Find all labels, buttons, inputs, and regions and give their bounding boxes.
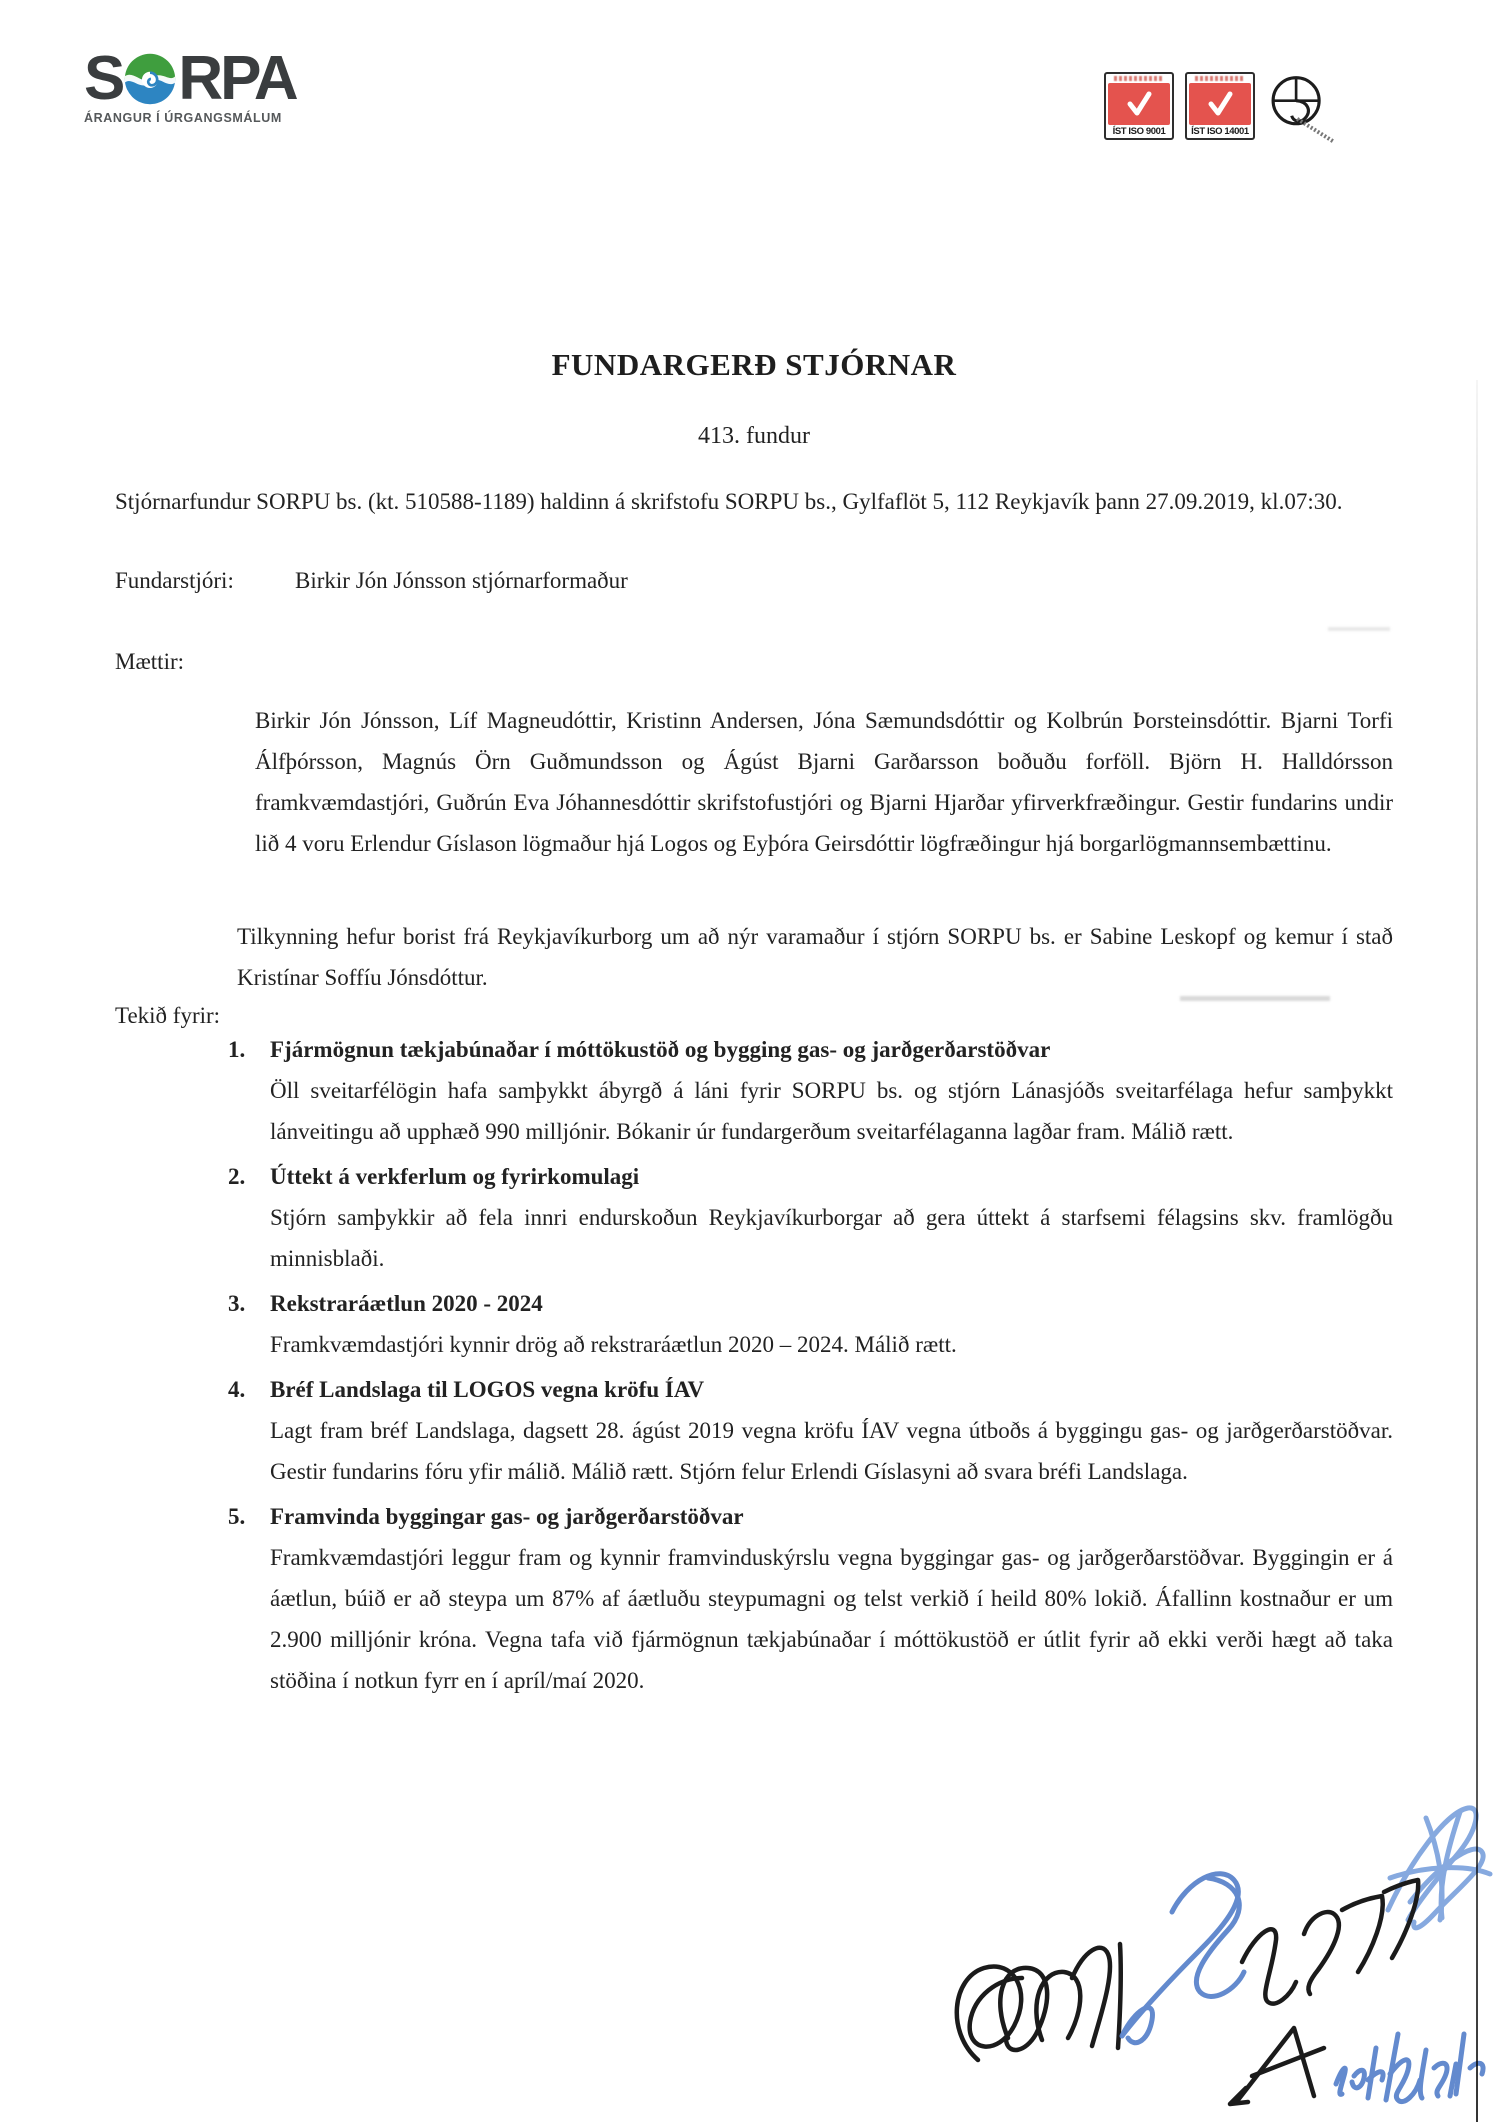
sorpa-wordmark-s: S [84, 44, 123, 113]
agenda-item-number: 2. [228, 1164, 246, 1189]
agenda-item-title: Framvinda byggingar gas- og jarðgerðarstöðvar [270, 1504, 744, 1529]
agenda-item [228, 1369, 1393, 1492]
agenda-item-title: Rekstraráætlun 2020 - 2024 [270, 1291, 543, 1316]
scan-smudge [1328, 627, 1390, 631]
agenda-item-content [270, 1283, 1393, 1365]
agenda-item [228, 1156, 1393, 1279]
iso-9001-label: ÍST ISO 9001 [1112, 126, 1166, 137]
intro-paragraph: Stjórnarfundur SORPU bs. (kt. 510588-1189) haldinn á skrifstofu SORPU bs., Gylfaflöt 5, 112 Reykjavík þann 27.09.2019, kl.07:30. [115, 489, 1343, 514]
attendees-paragraph: Birkir Jón Jónsson, Líf Magneudóttir, Kristinn Andersen, Jóna Sæmundsdóttir og Kolbrún Þorsteinsdóttir. Bjarni Torfi Álfþórsson, Magnús Örn Guðmundsson og Ágúst Bjarni Garðarsson boðuðu forföll. Björn H. Halldórsson framkvæmdastjóri, Guðrún Eva Jóhannesdóttir skrifstofustjóri og Bjarni Hjarðar yfirverkfræðingur. Gestir fundarins undir lið 4 voru Erlendur Gíslason lögmaður hjá Logos og Eyþóra Geirsdóttir lögfræðingur hjá borgarlögmannsembættinu. [255, 708, 1393, 856]
iso-14001-label: ÍST ISO 14001 [1191, 126, 1249, 137]
agenda-item-title: Úttekt á verkferlum og fyrirkomulagi [270, 1164, 640, 1189]
agenda-item [228, 1496, 1393, 1701]
agenda-item [228, 1283, 1393, 1365]
chair-row [115, 560, 1393, 601]
agenda-item-number: 5. [228, 1504, 246, 1529]
agenda-item-body: Stjórn samþykkir að fela innri endurskoðun Reykjavíkurborgar að gera úttekt á starfsemi félagsins skv. framlögðu minnisblaði. [270, 1205, 1393, 1271]
agenda-item-content [270, 1029, 1393, 1152]
agenda-item-body: Framkvæmdastjóri kynnir drög að rekstraráætlun 2020 – 2024. Málið rætt. [270, 1332, 957, 1357]
attendees-label: Mættir: [115, 649, 185, 674]
announcement-paragraph: Tilkynning hefur borist frá Reykjavíkurborg um að nýr varamaður í stjórn SORPU bs. er Sabine Leskopf og kemur í stað Kristínar Soffíu Jónsdóttur. [237, 924, 1393, 990]
scan-artifact-line [1476, 380, 1478, 2122]
meeting-number: 413. fundur [698, 423, 810, 449]
document-title: FUNDARGERÐ STJÓRNAR [551, 347, 957, 382]
agenda-item [228, 1029, 1393, 1152]
agenda-item-number: 1. [228, 1037, 246, 1062]
agenda-item-content [270, 1369, 1393, 1492]
agenda-label: Tekið fyrir: [115, 1003, 221, 1028]
document-body [115, 0, 1393, 1705]
agenda-item-content [270, 1156, 1393, 1279]
chair-value: Birkir Jón Jónsson stjórnarformaður [295, 568, 628, 593]
agenda-item-body: Framkvæmdastjóri leggur fram og kynnir framvinduskýrslu vegna byggingar gas- og jarðgerðarstöðvar. Byggingin er á áætlun, búið er að steypa um 87% af áætluðu steypumagni og telst verkið í heild 80% lokið. Áfallinn kostnaður er um 2.900 milljónir króna. Vegna tafa við fjármögnun tækjabúnaðar í móttökustöð er útlit fyrir að ekki verði hægt að taka stöðina í notkun fyrr en í apríl/maí 2020. [270, 1545, 1393, 1693]
agenda-item-body: Öll sveitarfélögin hafa samþykkt ábyrgð á láni fyrir SORPU bs. og stjórn Lánasjóðs sveitarfélaga hefur samþykkt lánveitingu að upphæð 990 milljónir. Bókanir úr fundargerðum sveitarfélaganna lagðar fram. Málið rætt. [270, 1078, 1393, 1144]
agenda-item-content [270, 1496, 1393, 1701]
sorpa-tagline: ÁRANGUR Í ÚRGANGSMÁLUM [84, 111, 282, 125]
sorpa-wordmark-rpa: RPA [178, 44, 296, 113]
agenda-item-body: Lagt fram bréf Landslaga, dagsett 28. ágúst 2019 vegna kröfu ÍAV vegna útboðs á byggingu gas- og jarðgerðarstöðvar. Gestir fundarins fóru yfir málið. Málið rætt. Stjórn felur Erlendi Gíslasyni að svara bréfi Landslaga. [270, 1418, 1393, 1484]
signature-loops-black [957, 1944, 1121, 2060]
chair-label: Fundarstjóri: [115, 568, 234, 593]
agenda-item-title: Fjármögnun tækjabúnaðar í móttökustöð og bygging gas- og jarðgerðarstöðvar [270, 1037, 1051, 1062]
scan-smudge [1180, 996, 1330, 1001]
agenda-item-title: Bréf Landslaga til LOGOS vegna kröfu ÍAV [270, 1377, 705, 1402]
agenda-list [228, 1029, 1393, 1701]
signature-blue-center [1122, 1874, 1244, 2043]
agenda-item-number: 4. [228, 1377, 246, 1402]
agenda-item-number: 3. [228, 1291, 246, 1316]
signature-blue-bottom-right [1336, 2034, 1483, 2102]
signature-initials-arrow [1230, 2028, 1324, 2104]
handwritten-signatures [890, 1782, 1500, 2122]
signature-scribble-top-right [1388, 1808, 1490, 1928]
